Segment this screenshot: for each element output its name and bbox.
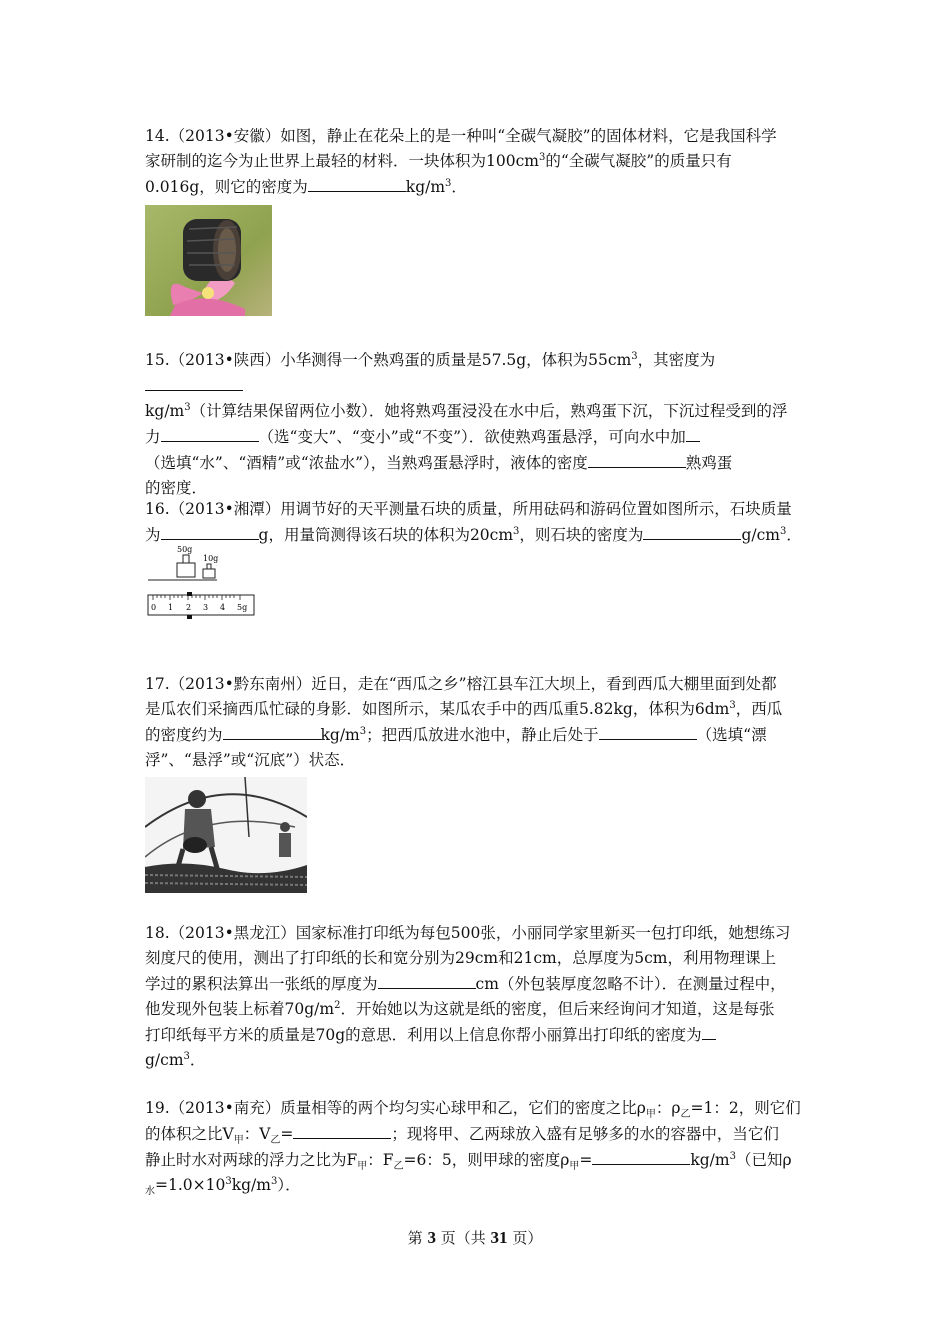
answer-blank[interactable] (378, 971, 476, 989)
balance-weights-figure (145, 543, 257, 623)
answer-blank[interactable] (308, 174, 406, 192)
answer-blank[interactable] (293, 1121, 391, 1139)
q14-line-3: 0.016g，则它的密度为 $kg/m^3$． (145, 174, 810, 200)
q14-line-2: 家研制的迄今为止世界上最轻的材料．一块体积为$100cm^3$的“全碳气凝胶”的质量只有 (145, 151, 732, 170)
answer-blank[interactable] (161, 522, 259, 540)
q18-line-1: 18.（2013•黑龙江）国家标准打印纸为每包500张，小丽同学家里新买一包打印纸，她想练习 (145, 924, 791, 942)
q17-line-2: 是瓜农们采摘西瓜忙碌的身影．如图所示，某瓜农手中的西瓜重5.82kg，体积为$6dm^3$，西瓜 (145, 699, 783, 718)
scale-tick-label: 3 (203, 603, 209, 612)
q15-line-5: 的密度． (145, 479, 208, 497)
scale-tick-label: 5g (237, 603, 248, 612)
rider-marker-top (187, 592, 192, 596)
total-page-number: 31 (490, 1228, 508, 1247)
scale-tick-label: 2 (186, 603, 192, 612)
answer-blank[interactable] (643, 522, 741, 540)
answer-blank[interactable] (588, 450, 686, 468)
q15-line-3: 力 （选“变大”、“变小”或“不变”）．欲使熟鸡蛋悬浮，可向水中加 (145, 424, 810, 450)
q19-line-4: $_水=1.0\times 10^3kg/m^3$）． (145, 1175, 301, 1198)
question-15 (145, 348, 810, 501)
q18-line-4: 他发现外包装上标着$70g/m^2$．开始她以为这就是纸的密度，但后来经询问才知道，这是每张 (145, 999, 775, 1018)
q18-line-5: 打印纸每平方米的质量是70g的意思．利用以上信息你帮小丽算出打印纸的密度为 (145, 1022, 810, 1048)
watermelon-farmer-photo (145, 777, 307, 893)
q14-line-1: 14.（2013•安徽）如图，静止在花朵上的是一种叫“全碳气凝胶”的固体材料，它是我国科学 (145, 127, 777, 145)
answer-blank[interactable] (599, 722, 697, 740)
answer-blank[interactable] (702, 1022, 716, 1040)
answer-blank[interactable] (145, 373, 243, 391)
question-16 (145, 497, 810, 548)
q18-line-3: 学过的累积法算出一张纸的厚度为 cm（外包装厚度忽略不计）．在测量过程中， (145, 971, 810, 997)
q15-line-2: $kg/m^3$（计算结果保留两位小数）．她将熟鸡蛋浸没在水中后，熟鸡蛋下沉，下沉过程受到的浮 (145, 401, 788, 420)
q15-line-4: （选填“水”、“酒精”或“浓盐水”），当熟鸡蛋悬浮时，液体的密度 熟鸡蛋 (145, 450, 810, 476)
answer-blank[interactable] (223, 722, 321, 740)
q19-line-3: 静止时水对两球的浮力之比为$F_甲$：$F_乙=6$：5，则甲球的密度$\rho_甲= kg/m^3$（已知ρ (145, 1147, 810, 1173)
page-footer: 第 3 页（共 31 页） (407, 1228, 543, 1247)
q18-line-2: 刻度尺的使用，测出了打印纸的长和宽分别为29cm和21cm，总厚度为5cm，利用物理课上 (145, 949, 776, 967)
aerogel-on-flower-photo (145, 205, 272, 316)
q18-line-6: $g/cm^3$． (145, 1050, 206, 1069)
q16-line-2: 为 g，用量筒测得该石块的体积为$20cm^3$，则石块的密度为 $g/cm^3$． (145, 522, 810, 548)
weight-10g-icon (203, 564, 215, 578)
rider-marker-bottom (187, 615, 192, 619)
q17-line-3: 的密度约为 $kg/m^3$；把西瓜放进水池中，静止后处于 （选填“漂 (145, 722, 810, 748)
answer-blank[interactable] (592, 1147, 690, 1165)
weight-50g-icon (177, 555, 195, 577)
q16-line-1: 16.（2013•湘潭）用调节好的天平测量石块的质量，所用砝码和游码位置如图所示，石块质量 (145, 500, 792, 518)
question-18 (145, 921, 810, 1073)
q19-line-2: 的体积之比$V_甲$：$V_乙=$ ；现将甲、乙两球放入盛有足够多的水的容器中，当它们 (145, 1121, 810, 1147)
question-19 (145, 1096, 810, 1198)
q15-line-1: 15.（2013•陕西）小华测得一个熟鸡蛋的质量是57.5g，体积为$55cm^3$，其密度为 (145, 348, 810, 399)
q19-line-1: 19.（2013•南充）质量相等的两个均匀实心球甲和乙，它们的密度之比$\rho_甲$：$\rho_乙=1$：2，则它们 (145, 1099, 801, 1121)
scale-tick-label: 1 (168, 603, 174, 612)
question-14 (145, 124, 810, 200)
weight-10g-label: 10g (203, 554, 219, 563)
answer-blank[interactable] (161, 424, 259, 442)
answer-blank[interactable] (686, 424, 700, 442)
question-17 (145, 672, 810, 773)
q17-line-1: 17.（2013•黔东南州）近日，走在“西瓜之乡”榕江县车江大坝上，看到西瓜大棚里面到处都 (145, 675, 777, 693)
weight-50g-label: 50g (177, 545, 193, 554)
scale-tick-label: 0 (151, 603, 157, 612)
scale-tick-label: 4 (220, 603, 226, 612)
q17-line-4: 浮”、“悬浮”或“沉底”）状态． (145, 751, 356, 769)
current-page-number: 3 (427, 1228, 436, 1247)
